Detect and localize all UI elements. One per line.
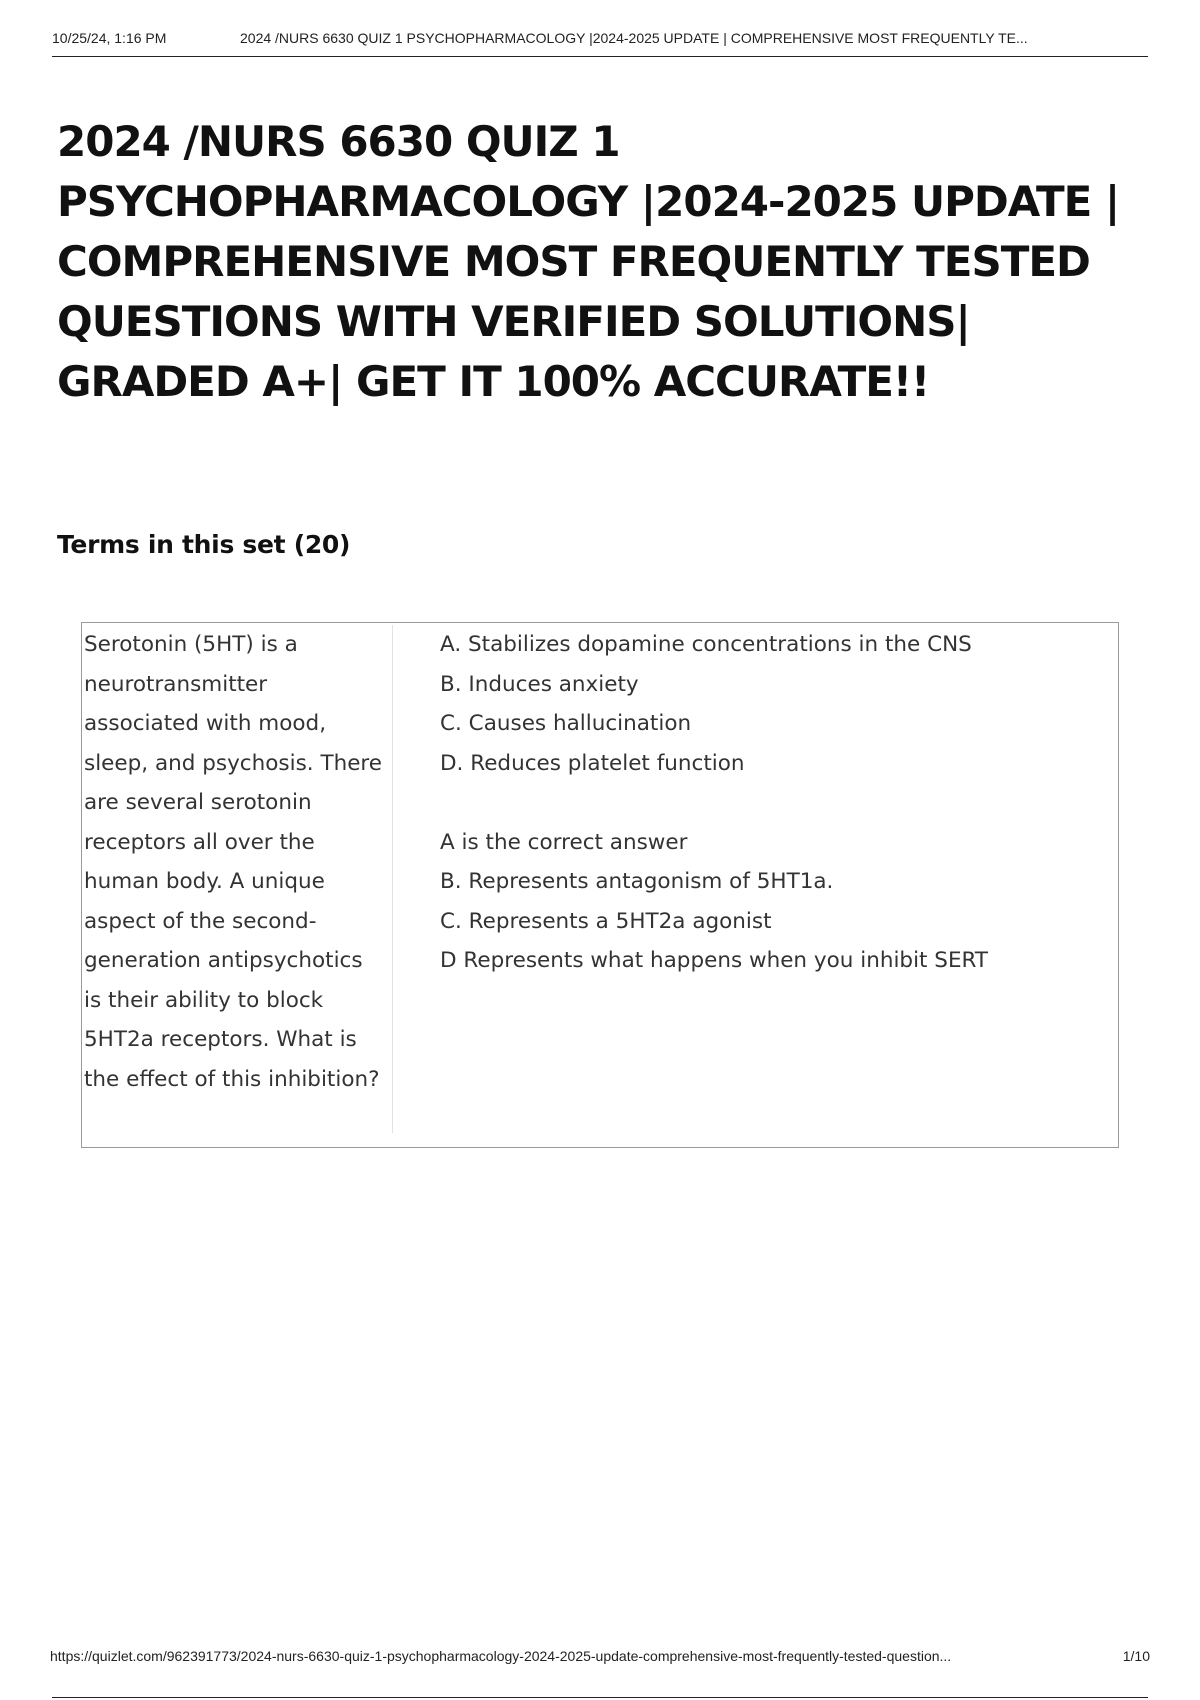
page-title: 2024 /NURS 6630 QUIZ 1 PSYCHOPHARMACOLOGY |2024-2025 UPDATE | COMPREHENSIVE MOST FREQUENTLY TESTED QUESTIONS WITH VERIFIED SOLUTIONS| GRADED A+| GET IT 100% ACCURATE!! [57,117,1120,406]
print-document-title: 2024 /NURS 6630 QUIZ 1 PSYCHOPHARMACOLOGY |2024-2025 UPDATE | COMPREHENSIVE MOST FREQUENTLY TE... [240,30,1028,46]
definition-line: C. Represents a 5HT2a agonist [440,908,772,934]
print-url: https://quizlet.com/962391773/2024-nurs-6630-quiz-1-psychopharmacology-2024-2025-update-comprehensive-most-frequently-tested-question... [50,1648,952,1664]
card-divider [392,625,393,1133]
print-header [52,28,1148,57]
definition-line: A. Stabilizes dopamine concentrations in the CNS [440,632,972,657]
definition-line: A is the correct answer [440,829,688,855]
definition-line: D. Reduces platelet function [440,750,745,776]
card-term: Serotonin (5HT) is a neurotransmitter associated with mood, sleep, and psychosis. There are several serotonin receptors all over the human body. A unique aspect of the second-generation antipsychotics is their ability to block 5HT2a receptors. What is the effect of this inhibition? [84,632,383,1092]
print-timestamp: 10/25/24, 1:16 PM [52,30,167,46]
definition-line: B. Represents antagonism of 5HT1a. [440,869,834,894]
card-definition [440,625,1100,981]
bottom-rule [52,1697,1148,1698]
definition-line: B. Induces anxiety [440,671,639,697]
flashcard [81,622,1119,1148]
terms-heading: Terms in this set (20) [57,530,351,559]
definition-line: C. Causes hallucination [440,711,692,736]
page-number: 1/10 [1122,1648,1150,1664]
definition-line: D Represents what happens when you inhibit SERT [440,948,989,973]
definition-line [440,783,1100,823]
